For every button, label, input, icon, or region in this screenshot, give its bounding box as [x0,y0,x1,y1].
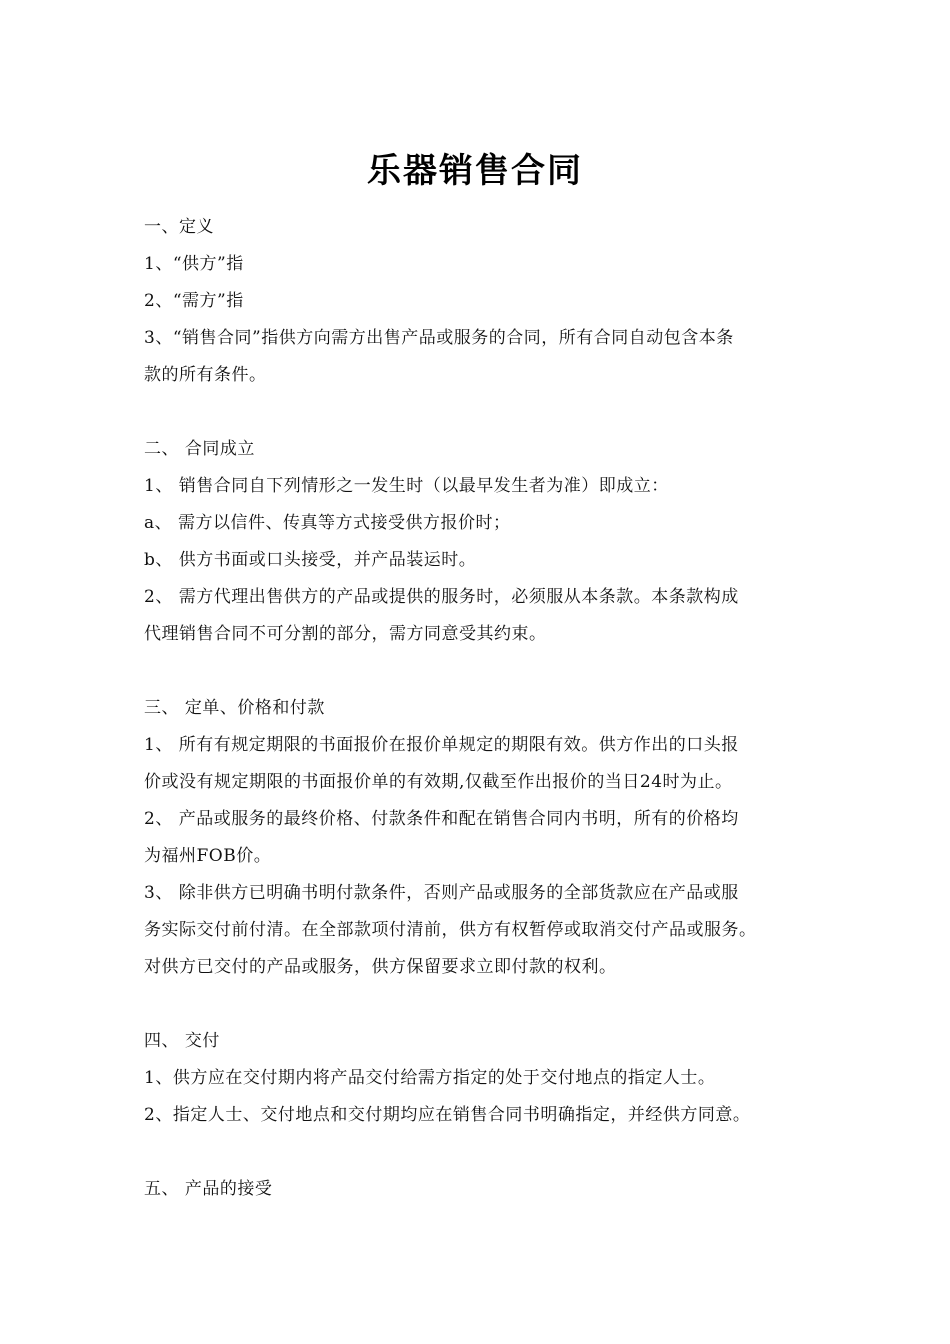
section-heading: 五、 产品的接受 [144,1179,273,1199]
paragraph-line: 务实际交付前付清。在全部款项付清前，供方有权暂停或取消交付产品或服务。 [144,920,757,940]
paragraph-line: 1、“供方”指 [144,254,244,274]
paragraph-line: 1、 所有有规定期限的书面报价在报价单规定的期限有效。供方作出的口头报 [144,735,739,755]
paragraph-line: 对供方已交付的产品或服务，供方保留要求立即付款的权利。 [144,957,617,977]
document-body [144,209,812,1208]
section-heading: 三、 定单、价格和付款 [144,698,325,718]
section-heading: 四、 交付 [144,1031,220,1051]
blank-line [144,1134,812,1171]
paragraph-line: 3、 除非供方已明确书明付款条件，否则产品或服务的全部货款应在产品或服 [144,883,739,903]
paragraph-line: 2、“需方”指 [144,291,244,311]
blank-line [144,986,812,1023]
section-heading: 一、定义 [144,217,214,237]
paragraph-line: b、 供方书面或口头接受，并产品装运时。 [144,550,477,570]
paragraph-line: a、 需方以信件、传真等方式接受供方报价时； [144,513,511,533]
paragraph-line: 代理销售合同不可分割的部分，需方同意受其约束。 [144,624,547,644]
paragraph-line: 2、 需方代理出售供方的产品或提供的服务时，必须服从本条款。本条款构成 [144,587,739,607]
paragraph-line: 2、指定人士、交付地点和交付期均应在销售合同书明确指定，并经供方同意。 [144,1105,751,1125]
section-heading: 二、 合同成立 [144,439,255,459]
paragraph-line: 1、供方应在交付期内将产品交付给需方指定的处于交付地点的指定人士。 [144,1068,716,1088]
paragraph-line: 款的所有条件。 [144,365,267,385]
paragraph-line: 价或没有规定期限的书面报价单的有效期,仅截至作出报价的当日24时为止。 [144,772,733,792]
paragraph-line: 2、 产品或服务的最终价格、付款条件和配在销售合同内书明，所有的价格均 [144,809,739,829]
paragraph-line: 为福州FOB价。 [144,846,272,866]
paragraph-line: 3、“销售合同”指供方向需方出售产品或服务的合同，所有合同自动包含本条 [144,328,734,348]
document-title: 乐器销售合同 [367,151,583,191]
blank-line [144,394,812,431]
blank-line [144,653,812,690]
paragraph-line: 1、 销售合同自下列情形之一发生时（以最早发生者为准）即成立： [144,476,669,496]
